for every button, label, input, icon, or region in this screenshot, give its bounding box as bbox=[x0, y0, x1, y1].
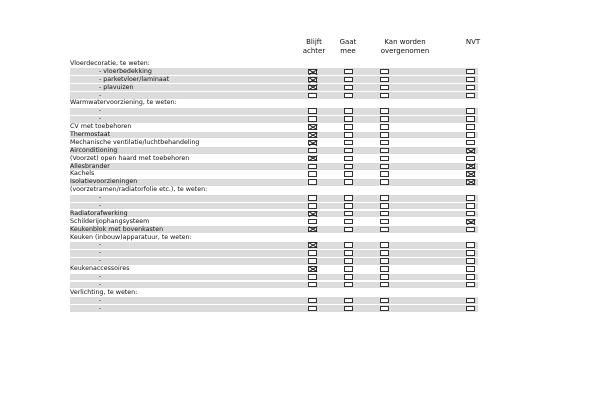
checkbox-checked[interactable] bbox=[308, 140, 317, 146]
checklist-row bbox=[0, 210, 600, 218]
column-header-line2: overgenomen bbox=[380, 47, 430, 55]
checkbox[interactable] bbox=[466, 156, 475, 162]
checkbox[interactable] bbox=[344, 171, 353, 177]
checkbox[interactable] bbox=[344, 164, 353, 170]
checkbox[interactable] bbox=[380, 266, 389, 272]
checkbox[interactable] bbox=[344, 148, 353, 154]
checklist-table bbox=[0, 60, 600, 313]
checkbox[interactable] bbox=[466, 93, 475, 99]
column-header-line2: achter bbox=[302, 47, 326, 55]
column-header-line1: NVT bbox=[465, 38, 481, 46]
checkbox[interactable] bbox=[344, 274, 353, 280]
checkbox[interactable] bbox=[344, 266, 353, 272]
checklist-row bbox=[0, 92, 600, 100]
checkbox[interactable] bbox=[344, 298, 353, 304]
row-shading bbox=[70, 258, 478, 265]
checkbox[interactable] bbox=[344, 156, 353, 162]
checkbox[interactable] bbox=[466, 274, 475, 280]
checkbox[interactable] bbox=[380, 274, 389, 280]
row-shading bbox=[70, 147, 478, 154]
checkbox-checked[interactable] bbox=[308, 77, 317, 83]
column-header-kan-worden-overgenomen bbox=[370, 38, 440, 56]
row-shading bbox=[70, 242, 478, 249]
checklist-row bbox=[0, 241, 600, 249]
checkbox[interactable] bbox=[466, 258, 475, 264]
row-label: (Voorzet) open haard met toebehoren bbox=[70, 154, 190, 162]
column-header-blijft-achter bbox=[300, 38, 328, 56]
checklist-row bbox=[0, 194, 600, 202]
checkbox[interactable] bbox=[466, 195, 475, 201]
checkbox[interactable] bbox=[466, 242, 475, 248]
checkbox[interactable] bbox=[344, 306, 353, 312]
checkbox[interactable] bbox=[380, 140, 389, 146]
row-label: - plavuizen bbox=[99, 83, 134, 91]
row-shading bbox=[70, 274, 478, 281]
checkbox[interactable] bbox=[308, 219, 317, 225]
checkbox[interactable] bbox=[344, 203, 353, 209]
section-label: Verlichting, te weten: bbox=[70, 288, 138, 296]
checkbox[interactable] bbox=[380, 132, 389, 138]
row-shading bbox=[70, 132, 478, 139]
checkbox[interactable] bbox=[466, 124, 475, 130]
checkbox-checked[interactable] bbox=[466, 179, 475, 185]
checklist-row bbox=[0, 131, 600, 139]
row-label: Mechanische ventilatie/luchtbehandeling bbox=[70, 138, 200, 146]
checkbox[interactable] bbox=[308, 148, 317, 154]
checkbox[interactable] bbox=[380, 148, 389, 154]
checklist-row bbox=[0, 297, 600, 305]
checkbox[interactable] bbox=[344, 258, 353, 264]
checkbox[interactable] bbox=[344, 242, 353, 248]
row-label: Keukenblok met bovenkasten bbox=[70, 225, 164, 233]
checkbox[interactable] bbox=[344, 77, 353, 83]
checklist-row bbox=[0, 107, 600, 115]
row-label: Airconditioning bbox=[70, 146, 118, 154]
checkbox-checked[interactable] bbox=[466, 171, 475, 177]
row-label: CV met toebehoren bbox=[70, 123, 132, 131]
checkbox[interactable] bbox=[344, 195, 353, 201]
checkbox[interactable] bbox=[466, 69, 475, 75]
checkbox[interactable] bbox=[308, 164, 317, 170]
checkbox-checked[interactable] bbox=[308, 132, 317, 138]
checkbox[interactable] bbox=[344, 250, 353, 256]
checklist-row bbox=[0, 281, 600, 289]
row-shading bbox=[70, 305, 478, 312]
checkbox[interactable] bbox=[466, 203, 475, 209]
checkbox[interactable] bbox=[344, 93, 353, 99]
row-shading bbox=[70, 92, 478, 99]
section-row bbox=[0, 289, 600, 297]
checkbox-checked[interactable] bbox=[308, 69, 317, 75]
column-header-line2: mee bbox=[340, 47, 356, 55]
checkbox[interactable] bbox=[466, 85, 475, 91]
checkbox[interactable] bbox=[380, 195, 389, 201]
checkbox-checked[interactable] bbox=[308, 227, 317, 233]
checklist-row bbox=[0, 170, 600, 178]
checkbox[interactable] bbox=[308, 274, 317, 280]
row-label: - bbox=[99, 257, 102, 265]
row-label: - bbox=[99, 115, 102, 123]
checkbox[interactable] bbox=[308, 93, 317, 99]
checkbox[interactable] bbox=[344, 282, 353, 288]
checkbox[interactable] bbox=[380, 116, 389, 122]
section-label: Vloerdecoratie, te weten: bbox=[70, 60, 150, 67]
checkbox[interactable] bbox=[344, 140, 353, 146]
checklist-row bbox=[0, 273, 600, 281]
checkbox[interactable] bbox=[466, 140, 475, 146]
checklist-row bbox=[0, 249, 600, 257]
checklist-row bbox=[0, 139, 600, 147]
row-shading bbox=[70, 250, 478, 257]
checkbox[interactable] bbox=[380, 203, 389, 209]
row-label: - vloerbedekking bbox=[99, 67, 152, 75]
row-shading bbox=[70, 195, 478, 202]
checkbox[interactable] bbox=[466, 77, 475, 83]
checkbox[interactable] bbox=[380, 250, 389, 256]
row-label: Keukenaccessoires bbox=[70, 265, 130, 273]
row-label: - parketvloer/laminaat bbox=[99, 75, 170, 83]
checkbox[interactable] bbox=[466, 306, 475, 312]
checkbox-checked[interactable] bbox=[466, 219, 475, 225]
checkbox-checked[interactable] bbox=[308, 85, 317, 91]
row-label: - bbox=[99, 194, 102, 202]
row-shading bbox=[70, 203, 478, 210]
column-header-line1: Blijft bbox=[306, 38, 322, 46]
checkbox[interactable] bbox=[380, 258, 389, 264]
section-label: Warmwatervoorziening, te weten: bbox=[70, 99, 177, 107]
section-label: (voorzetramen/radiatorfolie etc.), te weten: bbox=[70, 186, 208, 194]
checkbox[interactable] bbox=[466, 227, 475, 233]
row-label: Schilderijophangsysteem bbox=[70, 217, 150, 225]
checkbox[interactable] bbox=[466, 132, 475, 138]
checkbox[interactable] bbox=[380, 306, 389, 312]
column-header-nvt bbox=[460, 38, 486, 47]
checkbox[interactable] bbox=[308, 306, 317, 312]
checklist-row bbox=[0, 123, 600, 131]
checkbox[interactable] bbox=[380, 93, 389, 99]
checkbox[interactable] bbox=[380, 171, 389, 177]
checklist-row bbox=[0, 163, 600, 171]
checkbox[interactable] bbox=[308, 298, 317, 304]
row-label: Kachels bbox=[70, 170, 95, 178]
checkbox[interactable] bbox=[308, 116, 317, 122]
checkbox-checked[interactable] bbox=[466, 164, 475, 170]
checkbox[interactable] bbox=[308, 203, 317, 209]
row-label: - bbox=[99, 273, 102, 281]
row-label: - bbox=[99, 304, 102, 312]
section-row bbox=[0, 60, 600, 68]
checkbox-checked[interactable] bbox=[308, 124, 317, 130]
checkbox[interactable] bbox=[380, 108, 389, 114]
checkbox[interactable] bbox=[380, 242, 389, 248]
row-label: - bbox=[99, 202, 102, 210]
row-label: - bbox=[99, 107, 102, 115]
checkbox[interactable] bbox=[344, 124, 353, 130]
section-row bbox=[0, 186, 600, 194]
checkbox-checked[interactable] bbox=[308, 211, 317, 217]
row-shading bbox=[70, 211, 478, 218]
checklist-row bbox=[0, 76, 600, 84]
checkbox[interactable] bbox=[308, 108, 317, 114]
row-label: - bbox=[99, 249, 102, 257]
checkbox[interactable] bbox=[380, 227, 389, 233]
row-shading bbox=[70, 163, 478, 170]
checkbox[interactable] bbox=[380, 156, 389, 162]
checkbox[interactable] bbox=[308, 195, 317, 201]
checkbox[interactable] bbox=[308, 250, 317, 256]
checklist-row bbox=[0, 218, 600, 226]
row-label: Isolatievoorzieningen bbox=[70, 178, 138, 186]
checklist-row bbox=[0, 226, 600, 234]
checklist-row bbox=[0, 257, 600, 265]
checkbox[interactable] bbox=[344, 227, 353, 233]
checkbox-checked[interactable] bbox=[308, 156, 317, 162]
checkbox-checked[interactable] bbox=[466, 148, 475, 154]
section-row bbox=[0, 234, 600, 242]
column-header-line1: Kan worden bbox=[384, 38, 426, 46]
checklist-row bbox=[0, 265, 600, 273]
row-label: - bbox=[99, 91, 102, 99]
checkbox[interactable] bbox=[380, 211, 389, 217]
checkbox[interactable] bbox=[380, 124, 389, 130]
checkbox[interactable] bbox=[380, 298, 389, 304]
checkbox[interactable] bbox=[344, 219, 353, 225]
checkbox[interactable] bbox=[380, 282, 389, 288]
row-shading bbox=[70, 282, 478, 289]
checkbox[interactable] bbox=[344, 116, 353, 122]
checkbox[interactable] bbox=[466, 298, 475, 304]
section-label: Keuken (inbouw)apparatuur, te weten: bbox=[70, 233, 192, 241]
row-label: - bbox=[99, 241, 102, 249]
checkbox[interactable] bbox=[466, 116, 475, 122]
checkbox-checked[interactable] bbox=[308, 266, 317, 272]
row-label: - bbox=[99, 280, 102, 288]
column-headers bbox=[0, 38, 600, 58]
checklist-row bbox=[0, 115, 600, 123]
checkbox-checked[interactable] bbox=[308, 242, 317, 248]
checkbox[interactable] bbox=[308, 171, 317, 177]
checkbox[interactable] bbox=[380, 69, 389, 75]
row-label: Radiatorafwerking bbox=[70, 209, 128, 217]
checklist-row bbox=[0, 155, 600, 163]
checkbox[interactable] bbox=[380, 179, 389, 185]
checkbox[interactable] bbox=[308, 258, 317, 264]
checkbox[interactable] bbox=[344, 132, 353, 138]
checkbox[interactable] bbox=[344, 211, 353, 217]
checkbox[interactable] bbox=[380, 164, 389, 170]
checkbox[interactable] bbox=[380, 85, 389, 91]
row-shading bbox=[70, 108, 478, 115]
checklist-row bbox=[0, 147, 600, 155]
checkbox[interactable] bbox=[380, 219, 389, 225]
row-label: Thermostaat bbox=[70, 131, 111, 139]
column-header-line1: Gaat bbox=[339, 38, 357, 46]
section-row bbox=[0, 99, 600, 107]
row-label: Allesbrander bbox=[70, 162, 110, 170]
checklist-row bbox=[0, 68, 600, 76]
checklist-row bbox=[0, 84, 600, 92]
checkbox[interactable] bbox=[344, 179, 353, 185]
checkbox[interactable] bbox=[308, 282, 317, 288]
checkbox[interactable] bbox=[380, 77, 389, 83]
row-shading bbox=[70, 116, 478, 123]
checkbox[interactable] bbox=[344, 85, 353, 91]
checkbox[interactable] bbox=[466, 250, 475, 256]
checklist-row bbox=[0, 305, 600, 313]
checkbox[interactable] bbox=[308, 179, 317, 185]
checklist-row bbox=[0, 178, 600, 186]
row-shading bbox=[70, 297, 478, 304]
row-label: - bbox=[99, 296, 102, 304]
checklist-row bbox=[0, 202, 600, 210]
checkbox[interactable] bbox=[466, 282, 475, 288]
checkbox[interactable] bbox=[466, 266, 475, 272]
checkbox[interactable] bbox=[344, 69, 353, 75]
checkbox[interactable] bbox=[344, 108, 353, 114]
checkbox[interactable] bbox=[466, 108, 475, 114]
checkbox[interactable] bbox=[466, 211, 475, 217]
column-header-gaat-mee bbox=[334, 38, 362, 56]
